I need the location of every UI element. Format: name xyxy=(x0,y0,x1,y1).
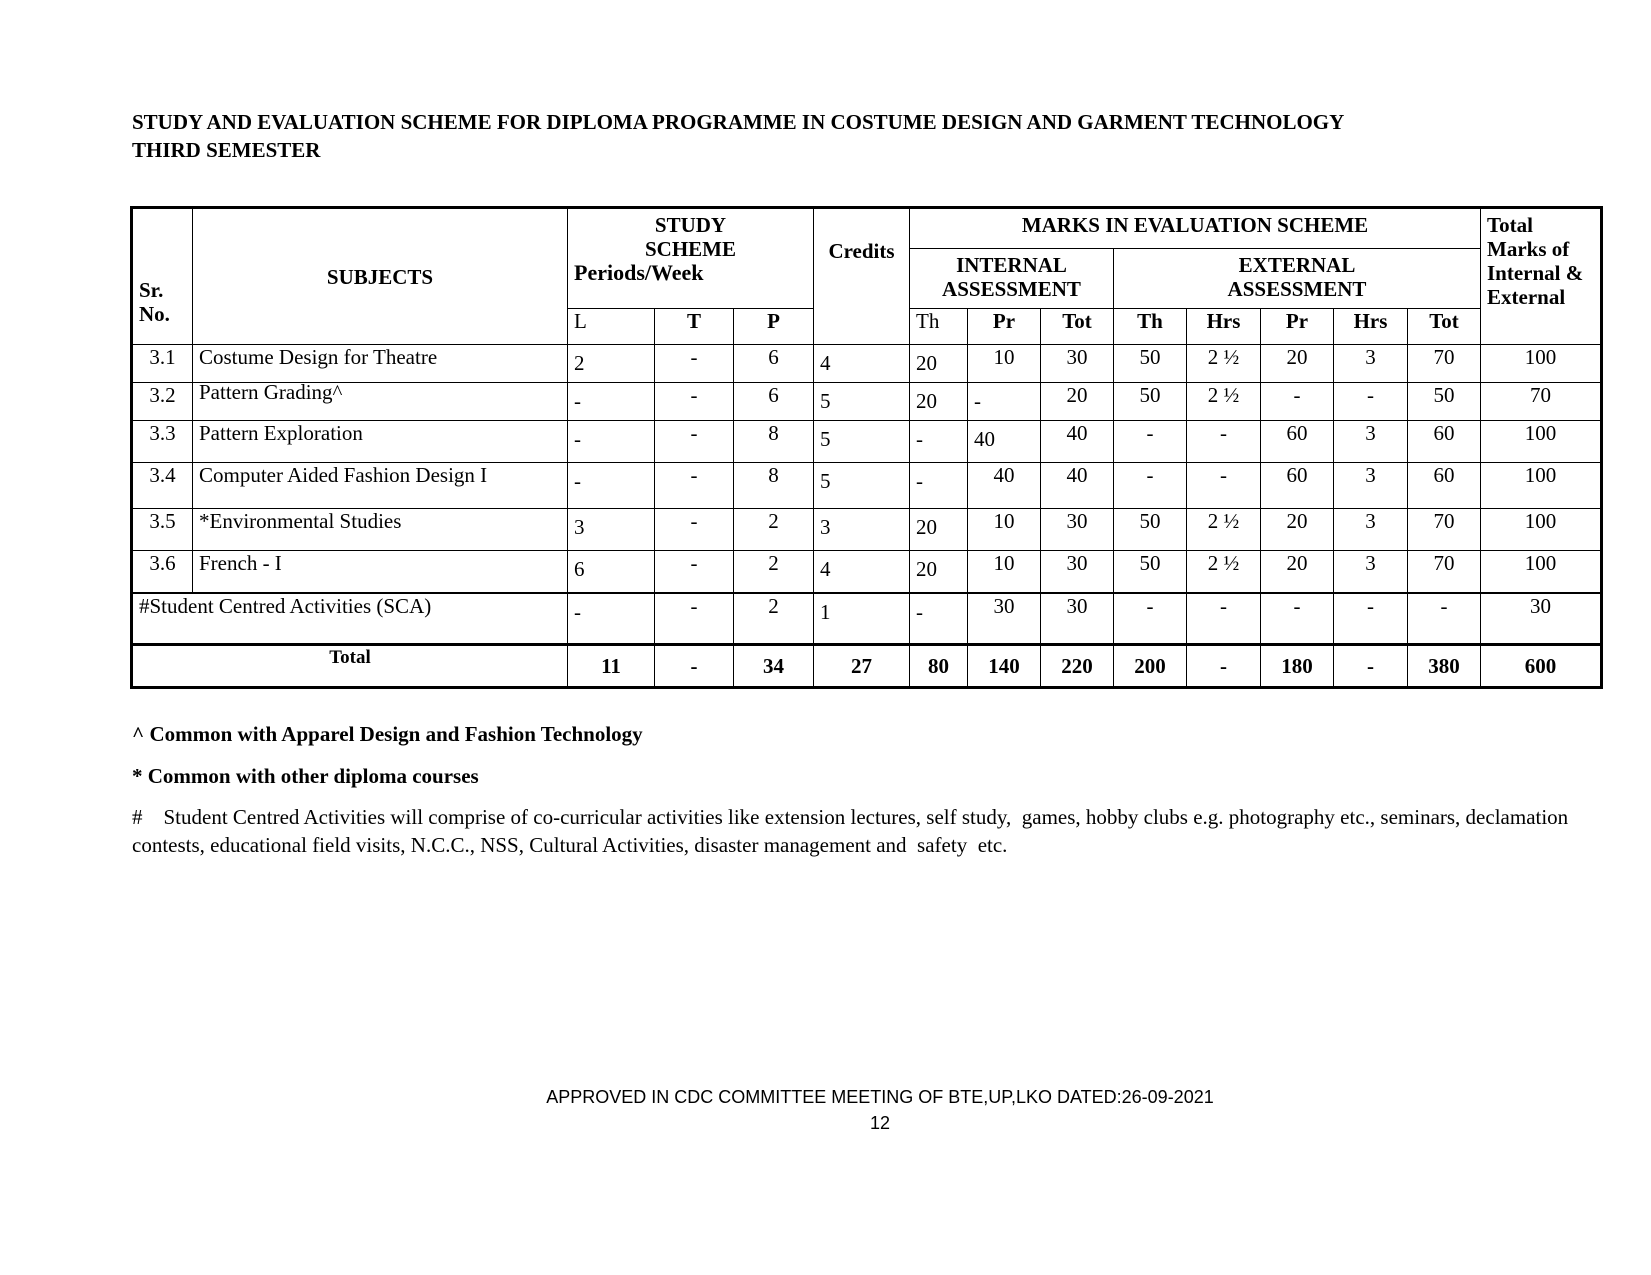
cell-total: 30 xyxy=(1481,593,1601,645)
cell-t: - xyxy=(655,383,734,421)
cell-p: 2 xyxy=(734,509,814,551)
cell-sr: 3.6 xyxy=(133,551,193,593)
cell-ext-th: 50 xyxy=(1114,345,1187,383)
cell-total: 600 xyxy=(1481,645,1601,687)
header-int-th: Th xyxy=(910,309,968,345)
cell-int-pr: 140 xyxy=(968,645,1041,687)
title-line-1: STUDY AND EVALUATION SCHEME FOR DIPLOMA PROGRAMME IN COSTUME DESIGN AND GARMENT TECHNOLOGY xyxy=(132,110,1345,134)
cell-credits: 4 xyxy=(814,551,910,593)
cell-ext-hrs-2: 3 xyxy=(1334,551,1408,593)
cell-total: 100 xyxy=(1481,421,1601,463)
table-row xyxy=(133,345,1601,383)
cell-int-th: 20 xyxy=(910,551,968,593)
header-study-scheme: STUDY SCHEME Periods/Week xyxy=(568,209,814,309)
cell-subject: Pattern Exploration xyxy=(193,421,568,463)
cell-ext-hrs: - xyxy=(1187,645,1261,687)
cell-int-th: - xyxy=(910,463,968,509)
cell-ext-tot: 70 xyxy=(1408,551,1481,593)
cell-total: 100 xyxy=(1481,463,1601,509)
cell-ext-tot: - xyxy=(1408,593,1481,645)
cell-sr: 3.2 xyxy=(133,383,193,421)
footer-approval: APPROVED IN CDC COMMITTEE MEETING OF BTE,UP,LKO DATED:26-09-2021 xyxy=(546,1087,1214,1107)
document-title xyxy=(132,108,1344,164)
table-row xyxy=(133,383,1601,421)
cell-p: 6 xyxy=(734,383,814,421)
header-l: L xyxy=(568,309,655,345)
cell-ext-tot: 60 xyxy=(1408,463,1481,509)
header-external-assessment: EXTERNAL ASSESSMENT xyxy=(1114,249,1481,309)
cell-ext-tot: 380 xyxy=(1408,645,1481,687)
cell-ext-hrs-2: 3 xyxy=(1334,421,1408,463)
cell-ext-tot: 70 xyxy=(1408,345,1481,383)
cell-subject: Pattern Grading^ xyxy=(193,383,568,421)
header-sr-no: Sr. No. xyxy=(133,209,193,345)
header-subjects: SUBJECTS xyxy=(193,209,568,345)
cell-sr: 3.3 xyxy=(133,421,193,463)
cell-int-tot: 20 xyxy=(1041,383,1114,421)
cell-int-tot: 30 xyxy=(1041,509,1114,551)
cell-p: 34 xyxy=(734,645,814,687)
cell-credits: 4 xyxy=(814,345,910,383)
cell-ext-tot: 70 xyxy=(1408,509,1481,551)
cell-t: - xyxy=(655,593,734,645)
header-int-pr: Pr xyxy=(968,309,1041,345)
cell-l: - xyxy=(568,383,655,421)
cell-ext-hrs: - xyxy=(1187,421,1261,463)
cell-ext-th: 50 xyxy=(1114,551,1187,593)
header-ext-th: Th xyxy=(1114,309,1187,345)
cell-ext-hrs-2: - xyxy=(1334,593,1408,645)
header-marks-evaluation: MARKS IN EVALUATION SCHEME xyxy=(910,209,1481,249)
cell-int-th: 20 xyxy=(910,509,968,551)
cell-p: 8 xyxy=(734,463,814,509)
cell-int-tot: 30 xyxy=(1041,593,1114,645)
cell-sr: 3.1 xyxy=(133,345,193,383)
cell-int-tot: 30 xyxy=(1041,551,1114,593)
header-t: T xyxy=(655,309,734,345)
header-p: P xyxy=(734,309,814,345)
cell-credits: 27 xyxy=(814,645,910,687)
cell-ext-tot: 60 xyxy=(1408,421,1481,463)
header-int-tot: Tot xyxy=(1041,309,1114,345)
cell-ext-hrs-2: 3 xyxy=(1334,509,1408,551)
cell-p: 6 xyxy=(734,345,814,383)
cell-int-tot: 40 xyxy=(1041,463,1114,509)
header-internal-assessment: INTERNAL ASSESSMENT xyxy=(910,249,1114,309)
cell-ext-pr: - xyxy=(1261,593,1334,645)
cell-credits: 1 xyxy=(814,593,910,645)
cell-t: - xyxy=(655,509,734,551)
cell-int-tot: 40 xyxy=(1041,421,1114,463)
cell-t: - xyxy=(655,463,734,509)
cell-ext-pr: 180 xyxy=(1261,645,1334,687)
table-row xyxy=(133,509,1601,551)
cell-l: 3 xyxy=(568,509,655,551)
cell-ext-th: 200 xyxy=(1114,645,1187,687)
note-common-apparel: ^ Common with Apparel Design and Fashion Technology xyxy=(132,722,643,746)
cell-ext-hrs: 2 ½ xyxy=(1187,345,1261,383)
cell-subject: Computer Aided Fashion Design I xyxy=(193,463,568,509)
page-number: 12 xyxy=(869,1113,891,1133)
cell-p: 2 xyxy=(734,551,814,593)
cell-l: 2 xyxy=(568,345,655,383)
cell-int-th: 20 xyxy=(910,383,968,421)
header-ext-tot: Tot xyxy=(1408,309,1481,345)
cell-ext-hrs-2: 3 xyxy=(1334,345,1408,383)
cell-ext-th: 50 xyxy=(1114,509,1187,551)
cell-ext-pr: 20 xyxy=(1261,551,1334,593)
cell-ext-th: - xyxy=(1114,421,1187,463)
cell-int-th: - xyxy=(910,593,968,645)
cell-l: 11 xyxy=(568,645,655,687)
cell-t: - xyxy=(655,345,734,383)
header-ext-hrs: Hrs xyxy=(1187,309,1261,345)
cell-ext-hrs: - xyxy=(1187,593,1261,645)
cell-ext-pr: 20 xyxy=(1261,345,1334,383)
cell-ext-tot: 50 xyxy=(1408,383,1481,421)
cell-credits: 5 xyxy=(814,421,910,463)
cell-ext-pr: - xyxy=(1261,383,1334,421)
cell-subject: French - I xyxy=(193,551,568,593)
cell-l: 6 xyxy=(568,551,655,593)
cell-ext-hrs: 2 ½ xyxy=(1187,383,1261,421)
cell-sr: 3.5 xyxy=(133,509,193,551)
cell-total: 100 xyxy=(1481,509,1601,551)
cell-t: - xyxy=(655,645,734,687)
cell-l: - xyxy=(568,463,655,509)
cell-ext-hrs: 2 ½ xyxy=(1187,509,1261,551)
note-common-diploma: * Common with other diploma courses xyxy=(132,764,479,788)
header-credits: Credits xyxy=(814,209,910,345)
total-row xyxy=(133,645,1601,687)
cell-int-pr: - xyxy=(968,383,1041,421)
cell-ext-hrs: 2 ½ xyxy=(1187,551,1261,593)
note-sca-description: # Student Centred Activities will comprise of co-curricular activities like extension lectures, self study, games, hobby clubs e.g. photography etc., seminars, declamation contests, educational field visits, N.C.C., NSS, Cultural Activities, disaster management and safety etc. xyxy=(132,805,1574,857)
cell-subject: Costume Design for Theatre xyxy=(193,345,568,383)
cell-int-pr: 30 xyxy=(968,593,1041,645)
cell-total: 100 xyxy=(1481,551,1601,593)
cell-ext-pr: 60 xyxy=(1261,463,1334,509)
table-row xyxy=(133,463,1601,509)
cell-l: - xyxy=(568,593,655,645)
cell-total: 70 xyxy=(1481,383,1601,421)
cell-t: - xyxy=(655,421,734,463)
cell-p: 8 xyxy=(734,421,814,463)
cell-int-pr: 40 xyxy=(968,463,1041,509)
cell-total: 100 xyxy=(1481,345,1601,383)
cell-int-tot: 30 xyxy=(1041,345,1114,383)
cell-ext-th: - xyxy=(1114,463,1187,509)
cell-int-th: 20 xyxy=(910,345,968,383)
cell-ext-hrs-2: - xyxy=(1334,645,1408,687)
cell-subject: *Environmental Studies xyxy=(193,509,568,551)
cell-sr: 3.4 xyxy=(133,463,193,509)
table-row xyxy=(133,421,1601,463)
cell-p: 2 xyxy=(734,593,814,645)
title-line-2: THIRD SEMESTER xyxy=(132,138,321,162)
cell-ext-pr: 60 xyxy=(1261,421,1334,463)
cell-credits: 5 xyxy=(814,463,910,509)
cell-ext-th: - xyxy=(1114,593,1187,645)
header-ext-hrs-2: Hrs xyxy=(1334,309,1408,345)
cell-int-pr: 10 xyxy=(968,509,1041,551)
cell-subject: #Student Centred Activities (SCA) xyxy=(133,593,568,645)
cell-ext-hrs: - xyxy=(1187,463,1261,509)
evaluation-scheme-table xyxy=(132,208,1601,687)
cell-l: - xyxy=(568,421,655,463)
cell-total-label: Total xyxy=(133,645,568,687)
table-row xyxy=(133,551,1601,593)
cell-int-pr: 10 xyxy=(968,345,1041,383)
cell-ext-th: 50 xyxy=(1114,383,1187,421)
cell-int-th: 80 xyxy=(910,645,968,687)
cell-t: - xyxy=(655,551,734,593)
header-total-marks: Total Marks of Internal & External xyxy=(1481,209,1601,345)
cell-ext-hrs-2: 3 xyxy=(1334,463,1408,509)
cell-int-tot: 220 xyxy=(1041,645,1114,687)
cell-int-pr: 10 xyxy=(968,551,1041,593)
cell-int-th: - xyxy=(910,421,968,463)
cell-ext-pr: 20 xyxy=(1261,509,1334,551)
cell-ext-hrs-2: - xyxy=(1334,383,1408,421)
cell-credits: 5 xyxy=(814,383,910,421)
header-ext-pr: Pr xyxy=(1261,309,1334,345)
cell-credits: 3 xyxy=(814,509,910,551)
cell-int-pr: 40 xyxy=(968,421,1041,463)
sca-row xyxy=(133,593,1601,645)
